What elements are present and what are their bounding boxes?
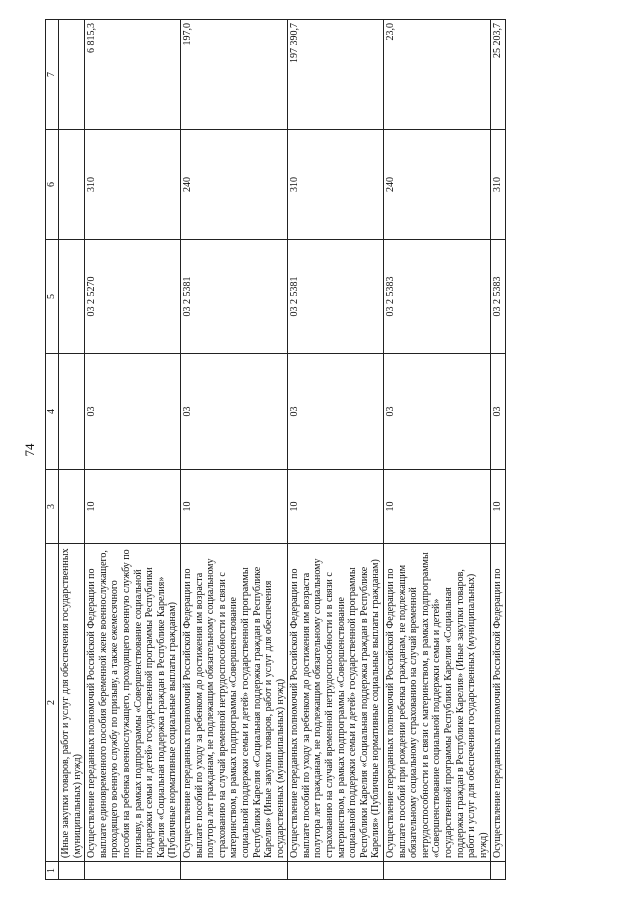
cell-section: 10 — [85, 470, 181, 544]
cell-amount: 25 203,7 — [491, 20, 506, 130]
page-number: 74 — [22, 443, 37, 457]
header-col-1: 1 — [46, 862, 59, 880]
cell-expense-type: 240 — [180, 130, 287, 240]
table-row — [180, 20, 287, 880]
cell-amount: 23,0 — [384, 20, 491, 130]
table-row — [59, 20, 85, 880]
cell-expense-type — [59, 130, 85, 240]
cell-index — [85, 862, 181, 880]
header-col-5: 5 — [46, 240, 59, 354]
cell-subsection: 03 — [384, 354, 491, 470]
cell-subsection: 03 — [491, 354, 506, 470]
table-row — [288, 20, 384, 880]
cell-amount — [59, 20, 85, 130]
cell-section: 10 — [180, 470, 287, 544]
cell-amount: 197,0 — [180, 20, 287, 130]
header-col-2: 2 — [46, 544, 59, 862]
cell-section: 10 — [384, 470, 491, 544]
cell-section: 10 — [288, 470, 384, 544]
cell-subsection — [59, 354, 85, 470]
header-col-6: 6 — [46, 130, 59, 240]
header-col-3: 3 — [46, 470, 59, 544]
header-col-4: 4 — [46, 354, 59, 470]
cell-target-article: 03 2 5383 — [491, 240, 506, 354]
cell-index — [180, 862, 287, 880]
cell-index — [384, 862, 491, 880]
cell-subsection: 03 — [85, 354, 181, 470]
cell-description: Осуществление переданных полномочий Российской Федерации по выплате пособий при рождении ребенка гражданам, не подлежащим обязательному социальному страхованию на случай временной нетрудоспособности и в связи с материнством, в рамках подпрограммы «Совершенствование социальной поддержки семьи и детей» государственной программы Республики Карелия «Социальная поддержка граждан в Республике Карелия» (Иные закупки товаров, работ и услуг для обеспечения государственных (муниципальных) нужд) — [384, 544, 491, 862]
cell-target-article: 03 2 5270 — [85, 240, 181, 354]
cell-amount: 197 390,7 — [288, 20, 384, 130]
cell-index — [491, 862, 506, 880]
table-row — [491, 20, 506, 880]
table-row — [85, 20, 181, 880]
cell-target-article — [59, 240, 85, 354]
cell-expense-type: 310 — [85, 130, 181, 240]
header-col-7: 7 — [46, 20, 59, 130]
cell-expense-type: 310 — [288, 130, 384, 240]
cell-amount: 6 815,3 — [85, 20, 181, 130]
rotated-table-container — [45, 20, 590, 880]
cell-target-article: 03 2 5381 — [288, 240, 384, 354]
cell-subsection: 03 — [288, 354, 384, 470]
cell-index — [288, 862, 384, 880]
cell-expense-type: 240 — [384, 130, 491, 240]
cell-expense-type: 310 — [491, 130, 506, 240]
cell-description: (Иные закупки товаров, работ и услуг для обеспечения государственных (муниципальных) нужд) — [59, 544, 85, 862]
header-row — [46, 20, 59, 880]
cell-section — [59, 470, 85, 544]
cell-description: Осуществление переданных полномочий Российской Федерации по выплате единовременного пособия беременной жене военнослужащего, проходящего военную службу по призыву, а также ежемесячного пособия на ребенка военнослужащего, проходящего военную службу по призыву, в рамках подпрограммы «Совершенствование социальной поддержки семьи и детей» государственной программы Республики Карелия «Социальная поддержка граждан в Республике Карелия» (Публичные нормативные социальные выплаты гражданам) — [85, 544, 181, 862]
cell-section: 10 — [491, 470, 506, 544]
table-row — [384, 20, 491, 880]
cell-target-article: 03 2 5383 — [384, 240, 491, 354]
cell-target-article: 03 2 5381 — [180, 240, 287, 354]
cell-description: Осуществление переданных полномочий Российской Федерации по выплате пособий по уходу за ребенком до достижения им возраста полутора лет гражданам, не подлежащим обязательному социальному страхованию на случай временной нетрудоспособности и в связи с материнством, в рамках подпрограммы «Совершенствование социальной поддержки семьи и детей» государственной программы Республики Карелия «Социальная поддержка граждан в Республике Карелия» (Публичные нормативные социальные выплаты гражданам) — [288, 544, 384, 862]
cell-description: Осуществление переданных полномочий Российской Федерации по — [491, 544, 506, 862]
budget-table — [45, 19, 506, 880]
cell-index — [59, 862, 85, 880]
cell-subsection: 03 — [180, 354, 287, 470]
cell-description: Осуществление переданных полномочий Российской Федерации по выплате пособий по уходу за ребенком до достижения им возраста полутора лет гражданам, не подлежащим обязательному социальному страхованию на случай временной нетрудоспособности и в связи с материнством, в рамках подпрограммы «Совершенствование социальной поддержки семьи и детей» государственной программы Республики Карелия «Социальная поддержка граждан в Республике Карелия» (Иные закупки товаров, работ и услуг для обеспечения государственных (муниципальных) нужд) — [180, 544, 287, 862]
